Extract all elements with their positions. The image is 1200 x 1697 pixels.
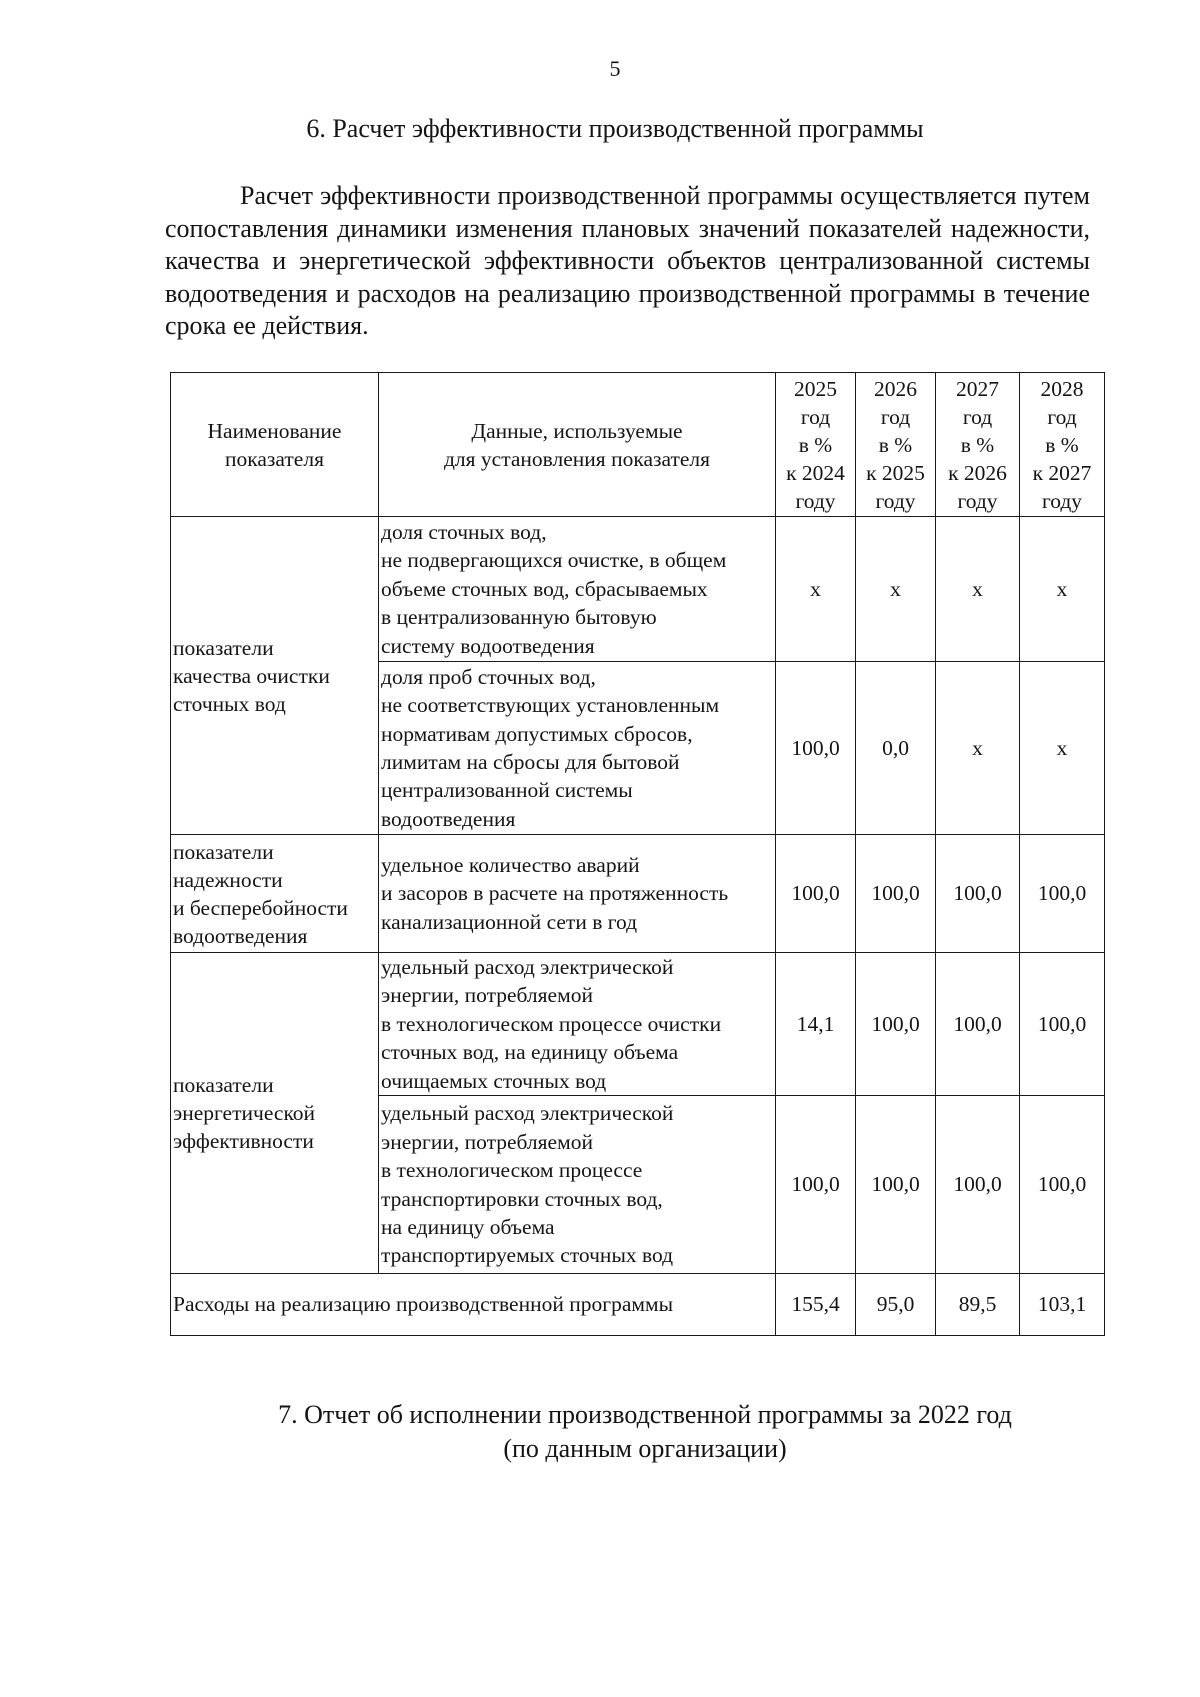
row-description bbox=[379, 953, 776, 1096]
cell-line: показатели bbox=[173, 1073, 274, 1098]
header-year-2028 bbox=[1020, 373, 1105, 517]
value-cell: х bbox=[936, 517, 1020, 662]
cell-line: к 2024 bbox=[786, 460, 845, 485]
cell-line: показателя bbox=[225, 446, 324, 471]
cell-line: не подвергающихся очистке, в общем bbox=[381, 548, 727, 573]
value-cell: х bbox=[856, 517, 936, 662]
value-cell: 100,0 bbox=[856, 1096, 936, 1274]
cell-line: энергетической bbox=[173, 1101, 316, 1126]
value-cell: 100,0 bbox=[936, 953, 1020, 1096]
row-description bbox=[379, 1096, 776, 1274]
cell-line: и засоров в расчете на протяженность bbox=[381, 881, 729, 906]
cell-line: транспортировки сточных вод, bbox=[381, 1186, 663, 1211]
total-label: Расходы на реализацию производственной программы bbox=[171, 1274, 776, 1336]
cell-line: энергии, потребляемой bbox=[381, 1129, 593, 1154]
cell-line: удельный расход электрической bbox=[381, 955, 674, 979]
cell-line: надежности bbox=[173, 867, 283, 892]
efficiency-table bbox=[170, 372, 1105, 1336]
section-6-paragraph: Расчет эффективности производственной программы осуществляется путем сопоставления динамики изменения плановых значений показателей надежности, качества и энергетической эффективности объектов централизованной системы водоотведения и расходов на реализацию производственной программы в течение срока ее действия. bbox=[165, 181, 1090, 341]
value-cell: х bbox=[1020, 517, 1105, 662]
cell-line: к 2027 bbox=[1032, 460, 1092, 485]
table-row-total bbox=[171, 1274, 1105, 1336]
cell-line: на единицу объема bbox=[381, 1214, 555, 1239]
cell-line: году bbox=[875, 488, 916, 513]
cell-line: для установления показателя bbox=[443, 446, 711, 471]
cell-line: водоотведения bbox=[173, 923, 308, 948]
cell-line: доля проб сточных вод, bbox=[381, 664, 596, 689]
value-cell: х bbox=[936, 662, 1020, 835]
cell-line: сточных вод, на единицу объема bbox=[381, 1040, 679, 1065]
group-name-energy bbox=[171, 953, 379, 1274]
value-cell: 14,1 bbox=[776, 953, 856, 1096]
page-number: 5 bbox=[609, 56, 621, 81]
group-name-reliability bbox=[171, 835, 379, 953]
cell-line: удельное количество аварий bbox=[381, 852, 640, 877]
cell-line: в % bbox=[960, 432, 995, 457]
value-cell: 100,0 bbox=[776, 662, 856, 835]
cell-line: в % bbox=[878, 432, 913, 457]
cell-line: объеме сточных вод, сбрасываемых bbox=[381, 576, 708, 601]
cell-line: водоотведения bbox=[381, 806, 516, 831]
cell-line: сточных вод bbox=[173, 691, 286, 716]
value-cell: 100,0 bbox=[1020, 835, 1105, 953]
cell-line: нормативам допустимых сбросов, bbox=[381, 721, 693, 746]
value-cell: 89,5 bbox=[936, 1274, 1020, 1336]
group-name-quality bbox=[171, 517, 379, 835]
cell-line: качества очистки bbox=[173, 663, 330, 688]
cell-line: 2025 bbox=[794, 376, 837, 401]
value-cell: х bbox=[776, 517, 856, 662]
header-indicator-name bbox=[171, 373, 379, 517]
table-row bbox=[171, 953, 1105, 1096]
section-7-title-line: 7. Отчет об исполнении производственной программы за 2022 год bbox=[278, 1400, 1012, 1429]
cell-line: год bbox=[800, 404, 831, 429]
value-cell: 0,0 bbox=[856, 662, 936, 835]
cell-line: энергии, потребляемой bbox=[381, 983, 593, 1008]
cell-line: в % bbox=[798, 432, 833, 457]
cell-line: к 2025 bbox=[866, 460, 925, 485]
cell-line: удельный расход электрической bbox=[381, 1101, 674, 1126]
cell-line: лимитам на сбросы для бытовой bbox=[381, 750, 680, 774]
table-header-row bbox=[171, 373, 1105, 517]
value-cell: 100,0 bbox=[936, 835, 1020, 953]
cell-line: году bbox=[957, 488, 998, 513]
cell-line: не соответствующих установленным bbox=[381, 693, 720, 718]
cell-line: год bbox=[962, 404, 993, 429]
section-7-title bbox=[0, 1398, 1200, 1466]
cell-line: транспортируемых сточных вод bbox=[381, 1243, 674, 1268]
value-cell: х bbox=[1020, 662, 1105, 835]
header-year-2025 bbox=[776, 373, 856, 517]
cell-line: год bbox=[880, 404, 911, 429]
value-cell: 100,0 bbox=[776, 835, 856, 953]
table-row bbox=[171, 517, 1105, 662]
value-cell: 100,0 bbox=[1020, 953, 1105, 1096]
value-cell: 103,1 bbox=[1020, 1274, 1105, 1336]
cell-line: 2028 bbox=[1040, 376, 1084, 401]
row-description bbox=[379, 517, 776, 662]
cell-line: 2027 bbox=[956, 376, 999, 401]
row-description bbox=[379, 662, 776, 835]
value-cell: 100,0 bbox=[1020, 1096, 1105, 1274]
cell-line: очищаемых сточных вод bbox=[381, 1068, 607, 1093]
cell-line: централизованной системы bbox=[381, 778, 633, 803]
cell-line: в % bbox=[1045, 432, 1079, 457]
cell-line: эффективности bbox=[173, 1129, 314, 1154]
value-cell: 95,0 bbox=[856, 1274, 936, 1336]
cell-line: году bbox=[795, 488, 836, 513]
cell-line: Наименование bbox=[207, 418, 342, 443]
cell-line: систему водоотведения bbox=[381, 633, 595, 658]
cell-line: год bbox=[1047, 404, 1077, 429]
section-6-title: 6. Расчет эффективности производственной программы bbox=[306, 114, 924, 143]
header-indicator-data bbox=[379, 373, 776, 517]
row-description bbox=[379, 835, 776, 953]
header-year-2026 bbox=[856, 373, 936, 517]
value-cell: 100,0 bbox=[776, 1096, 856, 1274]
cell-line: 2026 bbox=[874, 376, 917, 401]
cell-line: канализационной сети в год bbox=[381, 909, 638, 934]
value-cell: 100,0 bbox=[856, 953, 936, 1096]
cell-line: году bbox=[1041, 488, 1083, 513]
value-cell: 155,4 bbox=[776, 1274, 856, 1336]
cell-line: доля сточных вод, bbox=[381, 519, 547, 544]
cell-line: Данные, используемые bbox=[471, 418, 683, 443]
cell-line: в централизованную бытовую bbox=[381, 605, 657, 630]
cell-line: к 2026 bbox=[948, 460, 1007, 485]
cell-line: и бесперебойности bbox=[173, 895, 348, 920]
header-year-2027 bbox=[936, 373, 1020, 517]
value-cell: 100,0 bbox=[856, 835, 936, 953]
section-7-title-line: (по данным организации) bbox=[503, 1434, 787, 1463]
table-row bbox=[171, 835, 1105, 953]
cell-line: в технологическом процессе bbox=[381, 1158, 643, 1183]
value-cell: 100,0 bbox=[936, 1096, 1020, 1274]
cell-line: показатели bbox=[173, 839, 274, 864]
cell-line: показатели bbox=[173, 635, 274, 660]
cell-line: в технологическом процессе очистки bbox=[381, 1011, 722, 1036]
